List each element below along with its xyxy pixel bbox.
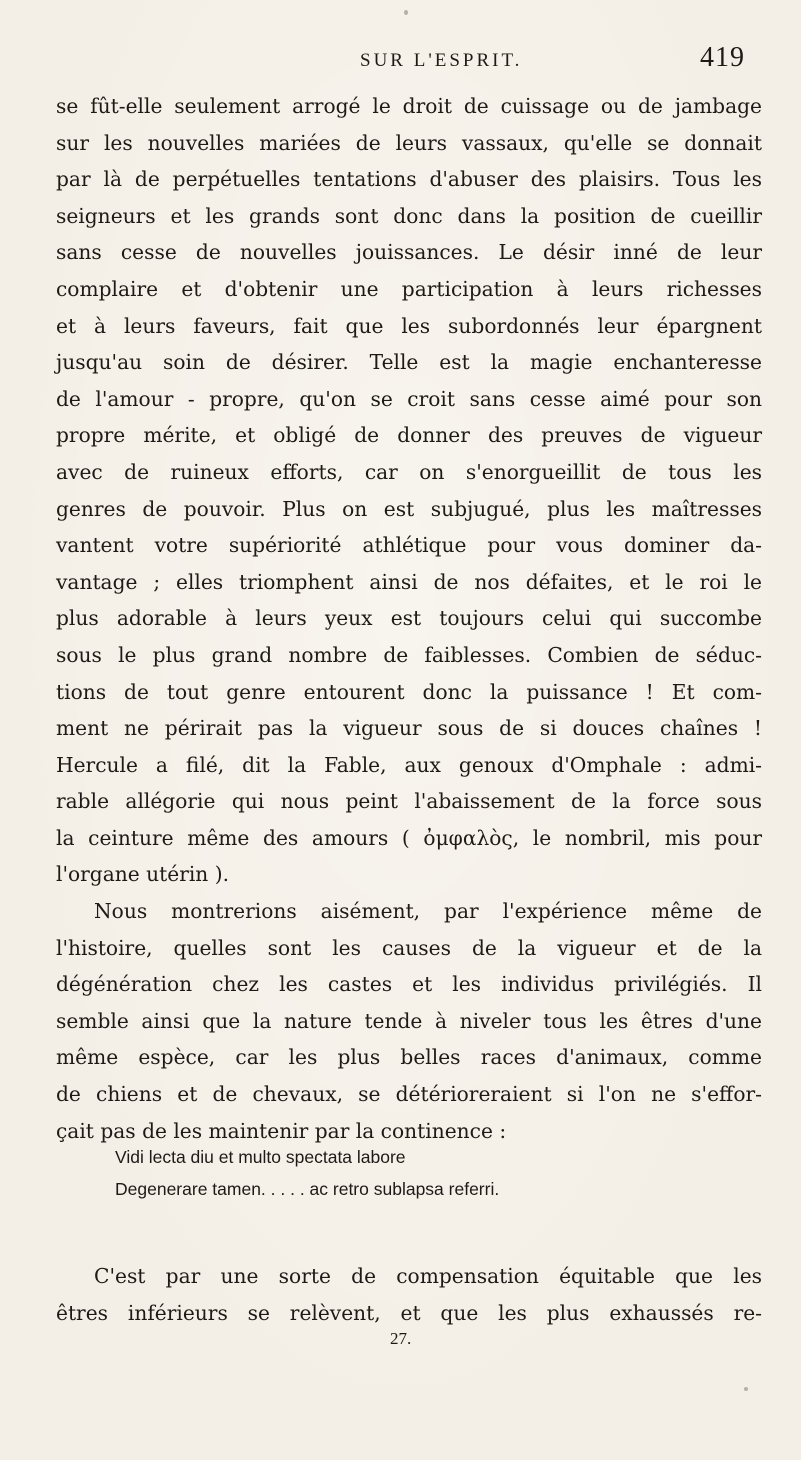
signature-mark: 27.: [390, 1329, 412, 1348]
text-line: sans cesse de nouvelles jouissances. Le désir inné de leur: [56, 240, 762, 265]
text-line: seigneurs et les grands sont donc dans la position de cueillir: [56, 203, 762, 228]
quote-line: Vidi lecta diu et multo spectata labore: [115, 1147, 406, 1167]
latin-quotation: [115, 1141, 499, 1205]
paragraph-3: [56, 1259, 762, 1332]
text-line: avec de ruineux efforts, car on s'enorgueillit de tous les: [56, 459, 762, 484]
text-line: C'est par une sorte de compensation équitable que les: [94, 1264, 762, 1288]
main-text: [56, 88, 762, 1149]
quote-line: Degenerare tamen. . . . . ac retro sublapsa referri.: [115, 1179, 500, 1199]
text-line: l'organe utérin ).: [56, 862, 230, 887]
text-line: jusqu'au soin de désirer. Telle est la magie enchanteresse: [56, 350, 762, 375]
text-line: l'histoire, quelles sont les causes de la vigueur et de la: [56, 935, 762, 960]
text-line: êtres inférieurs se relèvent, et que les plus exhaussés re-: [56, 1300, 762, 1325]
paragraph-2: [56, 893, 762, 1149]
text-line: sur les nouvelles mariées de leurs vassaux, qu'elle se donnait: [56, 130, 762, 155]
text-line: vantent votre supériorité athlétique pour vous dominer da-: [56, 533, 762, 558]
text-line: Hercule a filé, dit la Fable, aux genoux d'Omphale : admi-: [56, 752, 762, 777]
text-line: tions de tout genre entourent donc la puissance ! Et com-: [56, 679, 762, 704]
text-line: sous le plus grand nombre de faiblesses. Combien de séduc-: [56, 642, 762, 667]
paper-speck: [404, 10, 408, 15]
text-line: semble ainsi que la nature tende à niveler tous les êtres d'une: [56, 1008, 762, 1033]
text-line: çait pas de les maintenir par la continence :: [56, 1118, 507, 1143]
text-line: genres de pouvoir. Plus on est subjugué, plus les maîtresses: [56, 496, 762, 521]
text-line: complaire et d'obtenir une participation à leurs richesses: [56, 276, 762, 301]
paper-speck: [744, 1387, 748, 1391]
text-line: la ceinture même des amours ( ὀμφαλὸς, le nombril, mis pour: [56, 825, 762, 850]
running-title: SUR L'ESPRIT.: [360, 50, 523, 71]
text-line: ment ne périrait pas la vigueur sous de si douces chaînes !: [56, 716, 762, 741]
paragraph-1: [56, 88, 762, 893]
page-number: 419: [700, 42, 745, 73]
text-line: rable allégorie qui nous peint l'abaissement de la force sous: [56, 789, 762, 814]
text-line: même espèce, car les plus belles races d'animaux, comme: [56, 1045, 762, 1070]
text-line: vantage ; elles triomphent ainsi de nos défaites, et le roi le: [56, 569, 762, 594]
text-line: et à leurs faveurs, fait que les subordonnés leur épargnent: [56, 313, 762, 338]
text-line: plus adorable à leurs yeux est toujours celui qui succombe: [56, 606, 762, 631]
text-line: par là de perpétuelles tentations d'abuser des plaisirs. Tous les: [56, 167, 762, 192]
text-line: propre mérite, et obligé de donner des preuves de vigueur: [56, 423, 762, 448]
text-line: de chiens et de chevaux, se détérioreraient si l'on ne s'effor-: [56, 1082, 762, 1107]
text-line: Nous montrerions aisément, par l'expérience même de: [94, 899, 762, 924]
text-line: se fût-elle seulement arrogé le droit de cuissage ou de jambage: [56, 94, 762, 118]
text-line: dégénération chez les castes et les individus privilégiés. Il: [56, 972, 762, 997]
text-line: de l'amour - propre, qu'on se croit sans cesse aimé pour son: [56, 386, 762, 411]
